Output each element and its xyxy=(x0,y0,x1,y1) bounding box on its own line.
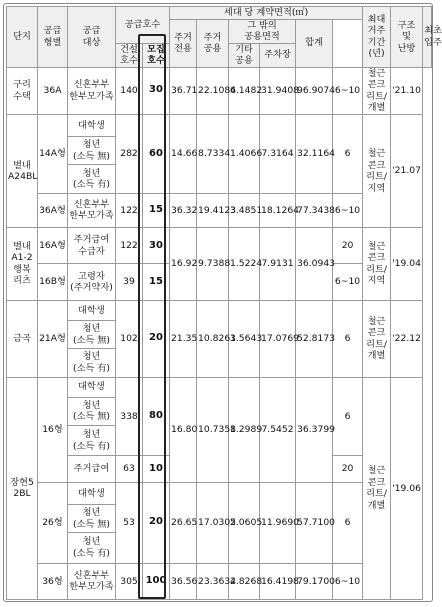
parking-area: 7.9131 xyxy=(260,228,296,301)
total-area: 52.8173 xyxy=(296,300,333,377)
total-area: 57.7100 xyxy=(296,482,333,563)
common-area: 9.7388 xyxy=(197,228,229,301)
parking-area: 11.9690 xyxy=(260,482,296,563)
header-parking: 주차장 xyxy=(260,43,296,67)
recruit-units: 100 xyxy=(143,563,170,600)
supply-type: 21A형 xyxy=(38,300,68,377)
built-units: 53 xyxy=(116,482,143,563)
recruit-units: 15 xyxy=(143,264,170,300)
target: 신혼부부 한부모가족 xyxy=(68,563,116,600)
built-units: 305 xyxy=(116,563,143,600)
supply-type: 36A형 xyxy=(38,193,68,227)
other-area: 3.4851 xyxy=(229,193,260,227)
target: 신혼부부 한부모가족 xyxy=(68,67,116,114)
supply-type: 16형 xyxy=(38,377,68,482)
table-row xyxy=(7,114,432,136)
other-area: 2.0605 xyxy=(229,482,260,563)
recruit-units: 15 xyxy=(143,193,170,227)
max-period: 6 xyxy=(333,377,363,456)
target: 청년 (소득 有) xyxy=(68,426,116,456)
parking-area: 16.4198 xyxy=(260,563,296,600)
recruit-units: 20 xyxy=(143,300,170,377)
complex-name: 별내 A1-2 행복 리츠 xyxy=(7,228,38,301)
other-area: 1.5224 xyxy=(229,228,260,301)
total-area: 79.1700 xyxy=(296,563,333,600)
supply-table xyxy=(6,6,442,600)
complex-name: 구리 수택 xyxy=(7,67,38,114)
target: 청년 (소득 無) xyxy=(68,397,116,425)
first-movein: '22.12 xyxy=(391,300,423,377)
other-area: 6.1482 xyxy=(229,67,260,114)
target: 청년 (소득 無) xyxy=(68,504,116,532)
header-target: 공급 대상 xyxy=(68,7,116,68)
max-period: 6 xyxy=(333,114,363,193)
max-period: 20 xyxy=(333,456,363,482)
structure: 철근 콘크 리트/ 지역 xyxy=(363,228,391,301)
exclusive-area: 36.32 xyxy=(170,193,197,227)
header-max-residence: 최대 거주 기간 (년) xyxy=(363,7,391,68)
built-units: 102 xyxy=(116,300,143,377)
structure: 철근 콘크 리트/ 지역 xyxy=(363,114,391,227)
supply-type: 36형 xyxy=(38,563,68,600)
recruit-units: 10 xyxy=(143,456,170,482)
header-common: 주거 공용 xyxy=(197,19,229,67)
max-period: 6~10 xyxy=(333,264,363,300)
other-area: 3.5643 xyxy=(229,300,260,377)
max-period: 6~10 xyxy=(333,193,363,227)
structure: 철근 콘크 리트/ 개별 xyxy=(363,300,391,377)
built-units: 122 xyxy=(116,228,143,264)
structure: 철근 콘크 리트/ 개별 xyxy=(363,377,391,599)
target: 청년 (소득 有) xyxy=(68,165,116,193)
header-complex: 단지 xyxy=(7,7,38,68)
recruit-units: 30 xyxy=(143,228,170,264)
supply-type: 16B형 xyxy=(38,264,68,300)
supply-type: 26형 xyxy=(38,482,68,563)
common-area: 22.1084 xyxy=(197,67,229,114)
parking-area: 7.5452 xyxy=(260,377,296,482)
target: 청년 (소득 有) xyxy=(68,533,116,563)
other-area: 2.8268 xyxy=(229,563,260,600)
max-period: 6~10 xyxy=(333,563,363,600)
target: 대학생 xyxy=(68,377,116,397)
exclusive-area: 36.56 xyxy=(170,563,197,600)
supply-type: 14A형 xyxy=(38,114,68,193)
header-recruit-units: 모집 호수 xyxy=(143,43,170,67)
supply-type: 16A형 xyxy=(38,228,68,264)
other-area: 1.2989 xyxy=(229,377,260,482)
target: 대학생 xyxy=(68,482,116,504)
target: 청년 (소득 無) xyxy=(68,137,116,165)
structure: 철근 콘크 리트/ 개별 xyxy=(363,67,391,114)
max-period: 6 xyxy=(333,300,363,377)
common-area: 8.7334 xyxy=(197,114,229,193)
table-row xyxy=(7,300,432,320)
target: 청년 (소득 有) xyxy=(68,349,116,377)
target: 주거급여 xyxy=(68,456,116,482)
header-total: 합계 xyxy=(296,19,333,67)
first-movein: '21.07 xyxy=(391,114,423,227)
common-area: 10.7358 xyxy=(197,377,229,482)
built-units: 140 xyxy=(116,67,143,114)
built-units: 338 xyxy=(116,377,143,456)
header-units: 공급호수 xyxy=(116,7,170,44)
recruit-units: 20 xyxy=(143,482,170,563)
recruit-units: 30 xyxy=(143,67,170,114)
parking-area: 31.9408 xyxy=(260,67,296,114)
built-units: 122 xyxy=(116,193,143,227)
first-movein: '19.04 xyxy=(391,228,423,301)
exclusive-area: 16.80 xyxy=(170,377,197,482)
built-units: 63 xyxy=(116,456,143,482)
header-other-common: 그 밖의 공용면적 xyxy=(229,19,296,43)
common-area: 19.4123 xyxy=(197,193,229,227)
total-area: 36.0943 xyxy=(296,228,333,301)
built-units: 282 xyxy=(116,114,143,193)
target: 청년 (소득 無) xyxy=(68,321,116,349)
exclusive-area: 36.71 xyxy=(170,67,197,114)
header-exclusive: 주거 전용 xyxy=(170,19,197,67)
exclusive-area: 26.65 xyxy=(170,482,197,563)
header-area: 세대 당 계약면적(㎡) xyxy=(170,7,363,20)
target: 주거급여 수급자 xyxy=(68,228,116,264)
target: 고령자 (주거약자) xyxy=(68,264,116,300)
header-supply-type: 공급 형별 xyxy=(38,7,68,68)
total-area: 77.3438 xyxy=(296,193,333,227)
exclusive-area: 14.66 xyxy=(170,114,197,193)
supply-type: 36A xyxy=(38,67,68,114)
built-units: 39 xyxy=(116,264,143,300)
table-row xyxy=(7,377,432,397)
target: 대학생 xyxy=(68,114,116,136)
max-period: 20 xyxy=(333,228,363,264)
target: 신혼부부 한부모가족 xyxy=(68,193,116,227)
complex-name: 별내 A24BL xyxy=(7,114,38,227)
target: 대학생 xyxy=(68,300,116,320)
common-area: 10.8261 xyxy=(197,300,229,377)
header-other: 기타 공용 xyxy=(229,43,260,67)
exclusive-area: 21.35 xyxy=(170,300,197,377)
table-row xyxy=(7,228,432,264)
first-movein: '21.10 xyxy=(391,67,423,114)
total-area: 36.3799 xyxy=(296,377,333,482)
common-area: 17.0305 xyxy=(197,482,229,563)
recruit-units: 60 xyxy=(143,114,170,193)
complex-name: 금곡 xyxy=(7,300,38,377)
complex-name: 장현5 2BL xyxy=(7,377,38,599)
header-first-movein: 최초 입주 xyxy=(423,7,432,68)
parking-area: 18.1264 xyxy=(260,193,296,227)
total-area: 32.1164 xyxy=(296,114,333,193)
common-area: 23.3634 xyxy=(197,563,229,600)
header-built-units: 건설 호수 xyxy=(116,43,143,67)
total-area: 96.9074 xyxy=(296,67,333,114)
table-header xyxy=(7,7,442,68)
max-period: 6 xyxy=(333,482,363,563)
header-structure: 구조 및 난방 xyxy=(391,7,423,68)
exclusive-area: 16.92 xyxy=(170,228,197,301)
recruit-units: 80 xyxy=(143,377,170,456)
table-row xyxy=(7,67,432,114)
max-period: 6~10 xyxy=(333,67,363,114)
parking-area: 17.0769 xyxy=(260,300,296,377)
first-movein: '19.06 xyxy=(391,377,423,599)
parking-area: 7.3164 xyxy=(260,114,296,193)
other-area: 1.4066 xyxy=(229,114,260,193)
